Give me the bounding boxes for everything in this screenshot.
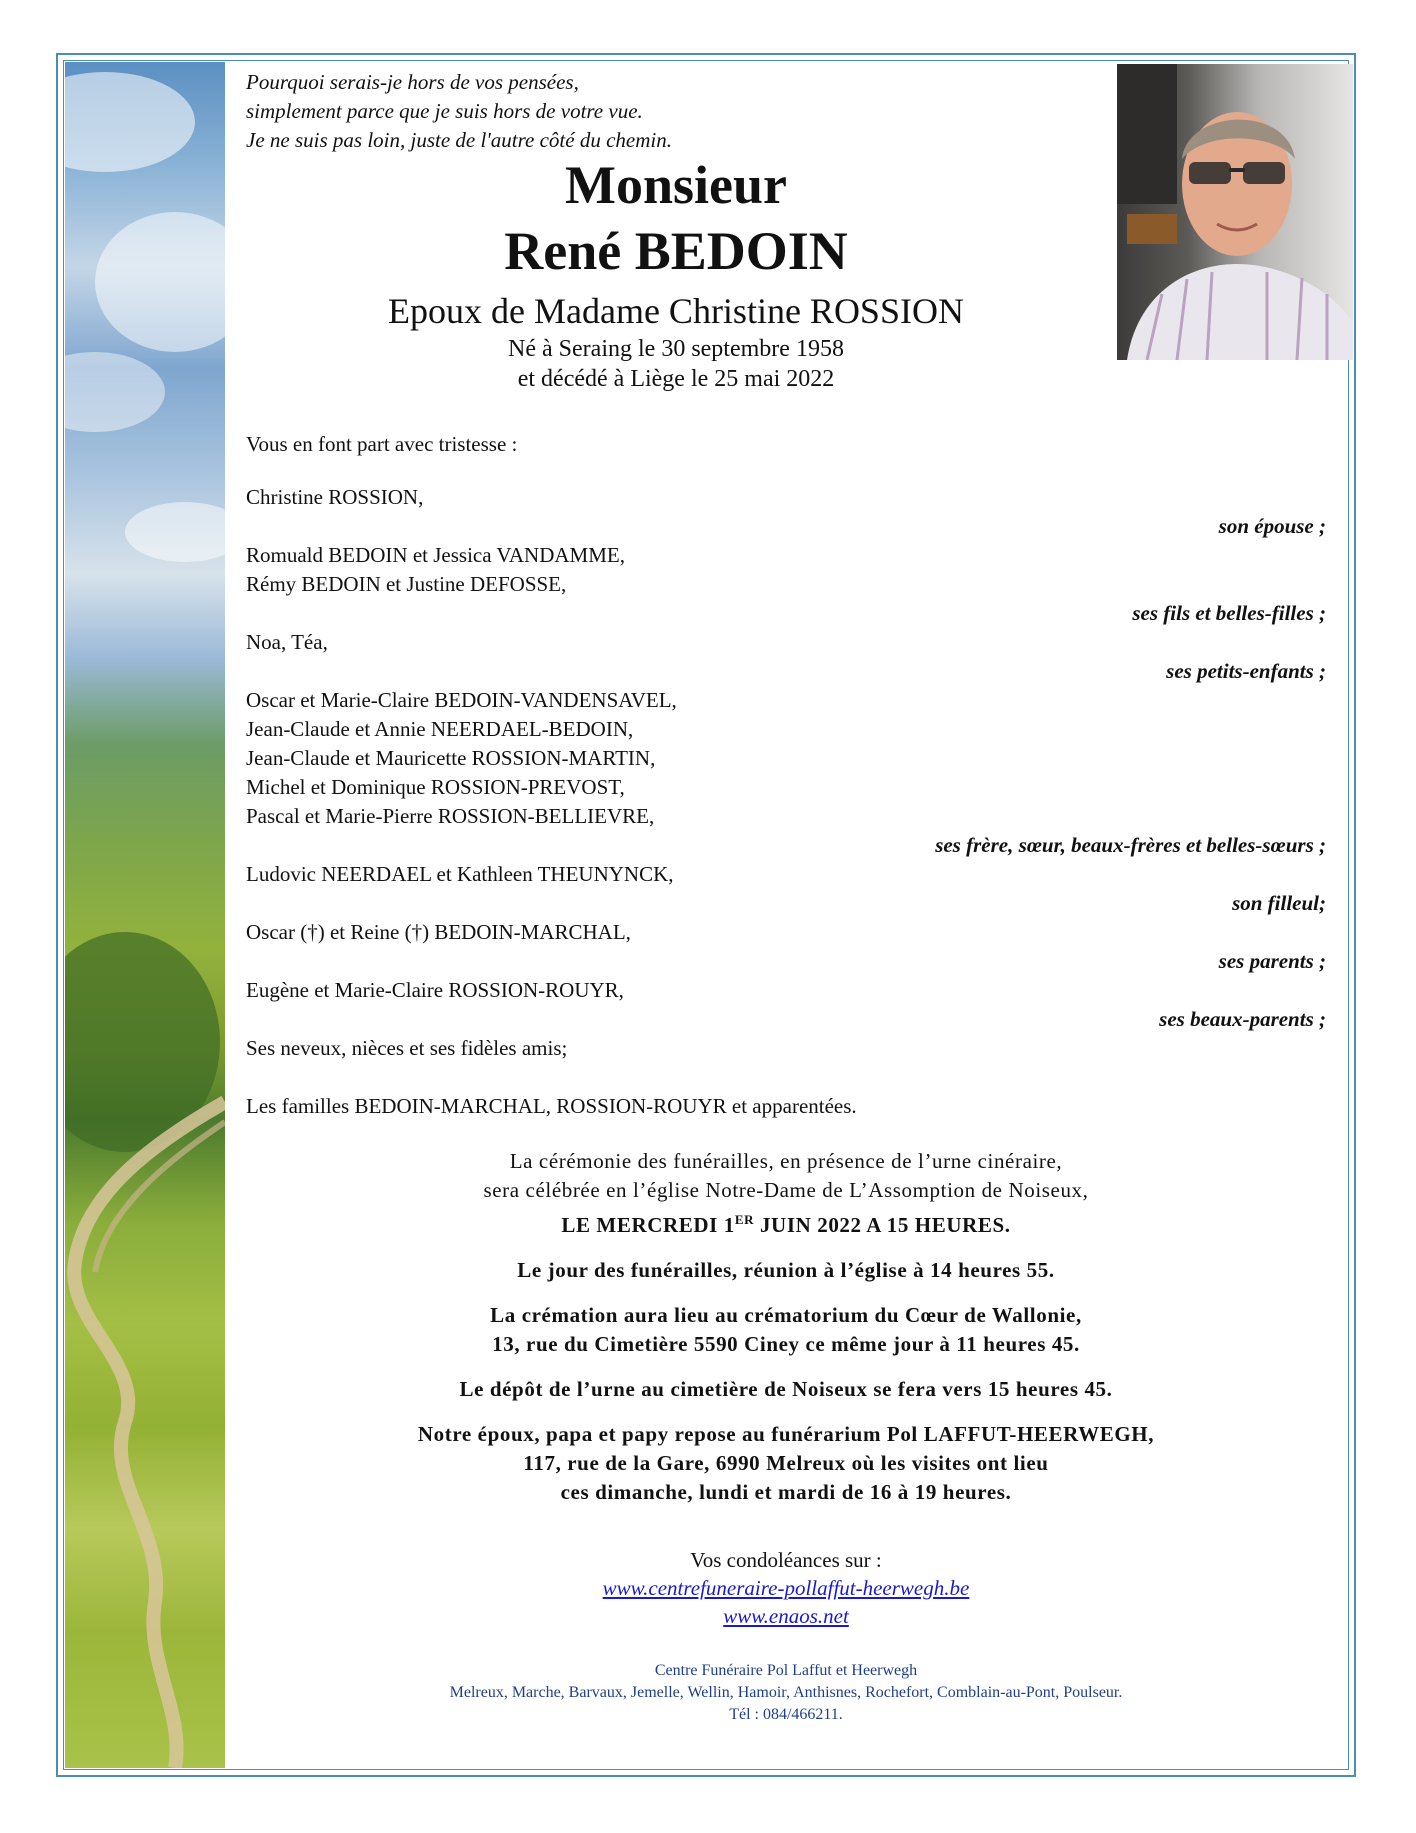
footer-phone: Tél : 084/466211.: [729, 1706, 843, 1723]
family-line: Jean-Claude et Mauricette ROSSION-MARTIN,: [246, 746, 656, 770]
family-line: Michel et Dominique ROSSION-PREVOST,: [246, 775, 625, 799]
rest-line: 117, rue de la Gare, 6990 Melreux où les visites ont lieu: [523, 1451, 1049, 1475]
family-role: ses parents ;: [1218, 949, 1326, 973]
family-line: Les familles BEDOIN-MARCHAL, ROSSION-ROUYR et apparentées.: [246, 1094, 857, 1118]
ceremony-date-rest: JUIN 2022 A 15 HEURES.: [754, 1213, 1011, 1237]
family-line: Oscar et Marie-Claire BEDOIN-VANDENSAVEL,: [246, 688, 677, 712]
poem-line: Je ne suis pas loin, juste de l'autre côté du chemin.: [246, 128, 672, 152]
landscape-image: [65, 62, 225, 1768]
spouse-line: Epoux de Madame Christine ROSSION: [388, 291, 964, 331]
ceremony-date: [246, 1205, 1326, 1240]
rest-line: Notre époux, papa et papy repose au funérarium Pol LAFFUT-HEERWEGH,: [417, 1422, 1155, 1446]
family-role: ses fils et belles-filles ;: [1132, 601, 1326, 625]
rest-line: ces dimanche, lundi et mardi de 16 à 19 heures.: [560, 1480, 1012, 1504]
family-line: Ses neveux, nièces et ses fidèles amis;: [246, 1036, 568, 1060]
announcement-intro: Vous en font part avec tristesse :: [246, 432, 518, 456]
family-line: Jean-Claude et Annie NEERDAEL-BEDOIN,: [246, 717, 634, 741]
condolences-label: Vos condoléances sur :: [690, 1548, 882, 1572]
poem: [246, 68, 1046, 155]
meeting-line: Le jour des funérailles, réunion à l’église à 14 heures 55.: [517, 1258, 1055, 1282]
footer: [246, 1660, 1326, 1726]
family-role: ses petits-enfants ;: [1166, 659, 1326, 683]
family-line: Pascal et Marie-Pierre ROSSION-BELLIEVRE,: [246, 804, 655, 828]
deceased-name: René BEDOIN: [504, 221, 848, 281]
poem-line: simplement parce que je suis hors de votre vue.: [246, 99, 643, 123]
family-line: Rémy BEDOIN et Justine DEFOSSE,: [246, 572, 567, 596]
family-line: Christine ROSSION,: [246, 485, 424, 509]
family-line: Oscar (†) et Reine (†) BEDOIN-MARCHAL,: [246, 920, 631, 944]
urn-line: Le dépôt de l’urne au cimetière de Noiseux se fera vers 15 heures 45.: [459, 1377, 1113, 1401]
ceremony-date-main: LE MERCREDI 1: [561, 1213, 735, 1237]
death-line: et décédé à Liège le 25 mai 2022: [517, 366, 835, 392]
cremation-address: 13, rue du Cimetière 5590 Ciney ce même jour à 11 heures 45.: [492, 1332, 1080, 1356]
footer-places: Melreux, Marche, Barvaux, Jemelle, Wellin, Hamoir, Anthisnes, Rochefort, Comblain-au-Pont, Poulseur.: [449, 1684, 1123, 1701]
family-line: Romuald BEDOIN et Jessica VANDAMME,: [246, 543, 625, 567]
family-role: ses beaux-parents ;: [1159, 1007, 1326, 1031]
title-block: [246, 152, 1106, 394]
ceremony-line: La cérémonie des funérailles, en présence de l’urne cinéraire,: [509, 1149, 1063, 1173]
family-role: son épouse ;: [1218, 514, 1326, 538]
footer-name: Centre Funéraire Pol Laffut et Heerwegh: [654, 1662, 918, 1679]
condolences-link-funeral-center[interactable]: www.centrefuneraire-pollaffut-heerwegh.be: [602, 1576, 970, 1600]
ceremony-date-sup: ER: [734, 1212, 755, 1227]
ceremony-line: sera célébrée en l’église Notre-Dame de L’Assomption de Noiseux,: [483, 1178, 1089, 1202]
poem-line: Pourquoi serais-je hors de vos pensées,: [246, 70, 579, 94]
honorific: Monsieur: [565, 155, 787, 215]
cremation-line: La crémation aura lieu au crématorium du Cœur de Wallonie,: [490, 1303, 1082, 1327]
family-line: Noa, Téa,: [246, 630, 328, 654]
portrait-photo: [1117, 64, 1353, 360]
family-role: son filleul;: [1232, 891, 1326, 915]
ceremony-details: [246, 1147, 1326, 1507]
family-line: Ludovic NEERDAEL et Kathleen THEUNYNCK,: [246, 862, 674, 886]
family-role: ses frère, sœur, beaux-frères et belles-sœurs ;: [935, 833, 1326, 857]
condolences-link-enaos[interactable]: www.enaos.net: [723, 1604, 849, 1628]
condolences: [246, 1546, 1326, 1630]
family-line: Eugène et Marie-Claire ROSSION-ROUYR,: [246, 978, 624, 1002]
birth-line: Né à Seraing le 30 septembre 1958: [508, 336, 844, 362]
